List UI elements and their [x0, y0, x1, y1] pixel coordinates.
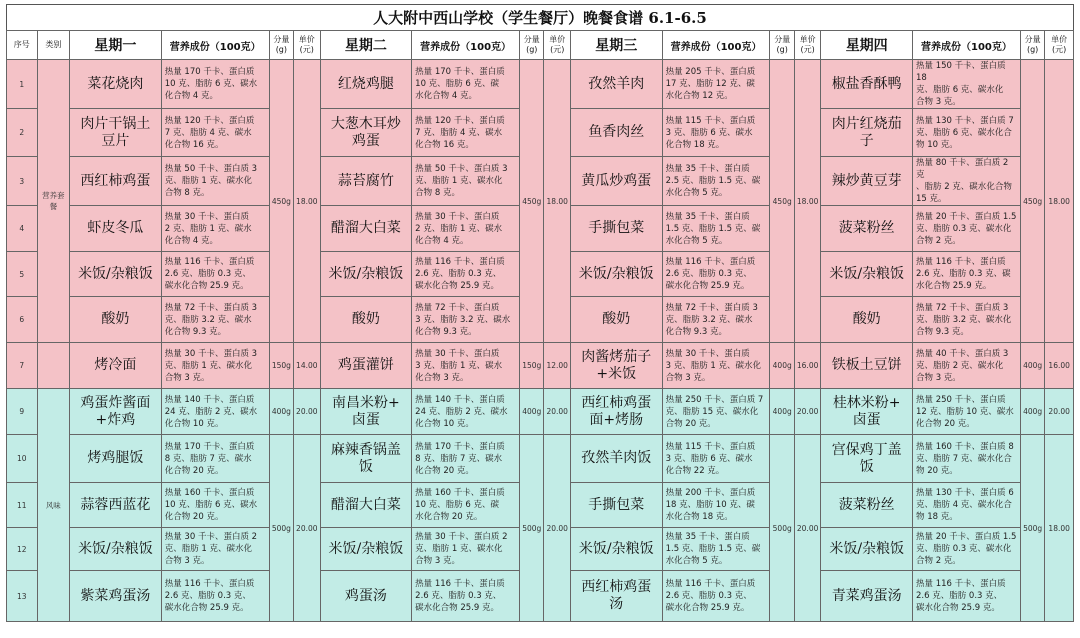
- header-row: [7, 31, 1074, 60]
- portion-weight: 150g: [520, 343, 544, 389]
- header-nutrition: 营养成份（100克）: [662, 31, 770, 60]
- unit-price: 16.00: [1045, 343, 1074, 389]
- header-price: 单价 (元): [294, 31, 320, 60]
- header-nutrition: 营养成份（100克）: [161, 31, 269, 60]
- menu-table: [6, 30, 1074, 622]
- nutrition-info: 热量 160 千卡、蛋白质 10 克、脂肪 6 克、碳 水化合物 20 克。: [412, 483, 520, 528]
- dish-name: 青菜鸡蛋汤: [821, 571, 913, 622]
- dish-name: 南昌米粉+ 卤蛋: [320, 389, 412, 435]
- row-seq: 13: [7, 571, 38, 622]
- portion-weight: 450g: [770, 60, 794, 343]
- nutrition-info: 热量 20 千卡、蛋白质 1.5 克、脂肪 0.3 克、碳水化 合物 2 克。: [913, 528, 1021, 571]
- menu-row: [7, 389, 1074, 435]
- unit-price: 18.00: [794, 60, 820, 343]
- nutrition-info: 热量 40 千卡、蛋白质 3 克、脂肪 2 克、碳水化 合物 3 克。: [913, 343, 1021, 389]
- dish-name: 麻辣香锅盖 饭: [320, 435, 412, 483]
- portion-weight: 150g: [269, 343, 293, 389]
- nutrition-info: 热量 72 千卡、蛋白质 3 克、脂肪 3.2 克、碳水 化合物 9.3 克。: [662, 297, 770, 343]
- nutrition-info: 热量 30 千卡、蛋白质 2 克、脂肪 1 克、碳水化 合物 3 克。: [161, 528, 269, 571]
- unit-price: 20.00: [544, 435, 570, 622]
- nutrition-info: 热量 35 千卡、蛋白质 1.5 克、脂肪 1.5 克、碳 水化合物 5 克。: [662, 206, 770, 252]
- menu-row: [7, 60, 1074, 109]
- unit-price: 20.00: [1045, 389, 1074, 435]
- nutrition-info: 热量 30 千卡、蛋白质 2 克、脂肪 1 克、碳水化 合物 3 克。: [412, 528, 520, 571]
- nutrition-info: 热量 140 千卡、蛋白质 24 克、脂肪 2 克、碳水 化合物 10 克。: [412, 389, 520, 435]
- portion-weight: 450g: [1020, 60, 1044, 343]
- unit-price: 16.00: [794, 343, 820, 389]
- unit-price: 20.00: [294, 435, 320, 622]
- header-category: 类别: [37, 31, 70, 60]
- dish-name: 鱼香肉丝: [570, 109, 662, 157]
- row-seq: 3: [7, 157, 38, 206]
- category-set-meal: 营养套餐: [37, 60, 70, 343]
- header-price: 单价 (元): [794, 31, 820, 60]
- menu-row: [7, 435, 1074, 483]
- dish-name: 孜然羊肉: [570, 60, 662, 109]
- portion-weight: 500g: [770, 435, 794, 622]
- portion-weight: 400g: [520, 389, 544, 435]
- nutrition-info: 热量 50 千卡、蛋白质 3 克、脂肪 1 克、碳水化 合物 8 克。: [161, 157, 269, 206]
- nutrition-info: 热量 72 千卡、蛋白质 3 克、脂肪 3.2 克、碳水 化合物 9.3 克。: [412, 297, 520, 343]
- dish-name: 米饭/杂粮饭: [320, 528, 412, 571]
- dish-name: 孜然羊肉饭: [570, 435, 662, 483]
- dish-name: 鸡蛋炸酱面 +炸鸡: [70, 389, 162, 435]
- nutrition-info: 热量 20 千卡、蛋白质 1.5 克、脂肪 0.3 克、碳水化 合物 2 克。: [913, 206, 1021, 252]
- dish-name: 米饭/杂粮饭: [320, 252, 412, 297]
- dish-name: 烤鸡腿饭: [70, 435, 162, 483]
- header-seq: 序号: [7, 31, 38, 60]
- dish-name: 菠菜粉丝: [821, 483, 913, 528]
- header-price: 单价 (元): [1045, 31, 1074, 60]
- menu-body: [7, 60, 1074, 622]
- row-seq: 6: [7, 297, 38, 343]
- nutrition-info: 热量 116 千卡、蛋白质 2.6 克、脂肪 0.3 克、 碳水化合物 25.9 克。: [412, 252, 520, 297]
- header-price: 单价 (元): [544, 31, 570, 60]
- dish-name: 米饭/杂粮饭: [821, 528, 913, 571]
- nutrition-info: 热量 115 千卡、蛋白质 3 克、脂肪 6 克、碳水 化合物 22 克。: [662, 435, 770, 483]
- unit-price: 20.00: [794, 435, 820, 622]
- dish-name: 蒜苔腐竹: [320, 157, 412, 206]
- nutrition-info: 热量 115 千卡、蛋白质 3 克、脂肪 6 克、碳水 化合物 18 克。: [662, 109, 770, 157]
- dish-name: 米饭/杂粮饭: [70, 252, 162, 297]
- nutrition-info: 热量 170 千卡、蛋白质 8 克、脂肪 7 克、碳水 化合物 20 克。: [161, 435, 269, 483]
- row-seq: 1: [7, 60, 38, 109]
- portion-weight: 500g: [269, 435, 293, 622]
- portion-weight: 400g: [269, 389, 293, 435]
- row-seq: 9: [7, 389, 38, 435]
- nutrition-info: 热量 50 千卡、蛋白质 3 克、脂肪 1 克、碳水化 合物 8 克。: [412, 157, 520, 206]
- dish-name: 西红柿鸡蛋 汤: [570, 571, 662, 622]
- nutrition-info: 热量 116 千卡、蛋白质 2.6 克、脂肪 0.3 克、 碳水化合物 25.9 克。: [662, 252, 770, 297]
- dish-name: 铁板土豆饼: [821, 343, 913, 389]
- nutrition-info: 热量 30 千卡、蛋白质 3 克、脂肪 1 克、碳水化 合物 3 克。: [161, 343, 269, 389]
- nutrition-info: 热量 205 千卡、蛋白质 17 克、脂肪 12 克、碳 水化合物 12 克。: [662, 60, 770, 109]
- row-seq: 12: [7, 528, 38, 571]
- unit-price: 14.00: [294, 343, 320, 389]
- row-seq: 2: [7, 109, 38, 157]
- dish-name: 肉酱烤茄子 +米饭: [570, 343, 662, 389]
- header-weight: 分量 (g): [770, 31, 794, 60]
- nutrition-info: 热量 130 千卡、蛋白质 7 克、脂肪 6 克、碳水化合 物 10 克。: [913, 109, 1021, 157]
- dish-name: 米饭/杂粮饭: [821, 252, 913, 297]
- nutrition-info: 热量 30 千卡、蛋白质 2 克、脂肪 1 克、碳水 化合物 4 克。: [412, 206, 520, 252]
- dish-name: 椒盐香酥鸭: [821, 60, 913, 109]
- dish-name: 西红柿鸡蛋: [70, 157, 162, 206]
- nutrition-info: 热量 160 千卡、蛋白质 10 克、脂肪 6 克、碳水 化合物 20 克。: [161, 483, 269, 528]
- nutrition-info: 热量 80 千卡、蛋白质 2 克 、脂肪 2 克、碳水化合物 15 克。: [913, 157, 1021, 206]
- dish-name: 黄瓜炒鸡蛋: [570, 157, 662, 206]
- dish-name: 手撕包菜: [570, 483, 662, 528]
- nutrition-info: 热量 120 千卡、蛋白质 7 克、脂肪 4 克、碳水 化合物 16 克。: [161, 109, 269, 157]
- unit-price: 20.00: [544, 389, 570, 435]
- nutrition-info: 热量 35 千卡、蛋白质 2.5 克、脂肪 1.5 克、碳 水化合物 5 克。: [662, 157, 770, 206]
- nutrition-info: 热量 250 千卡、蛋白质 7 克、脂肪 15 克、碳水化 合物 20 克。: [662, 389, 770, 435]
- row-seq: 5: [7, 252, 38, 297]
- dish-name: 肉片干锅土 豆片: [70, 109, 162, 157]
- header-nutrition: 营养成份（100克）: [913, 31, 1021, 60]
- nutrition-info: 热量 150 千卡、蛋白质 18 克、脂肪 6 克、碳水化 合物 3 克。: [913, 60, 1021, 109]
- portion-weight: 400g: [770, 343, 794, 389]
- dish-name: 菠菜粉丝: [821, 206, 913, 252]
- portion-weight: 450g: [520, 60, 544, 343]
- dish-name: 酸奶: [821, 297, 913, 343]
- unit-price: 12.00: [544, 343, 570, 389]
- nutrition-info: 热量 35 千卡、蛋白质 1.5 克、脂肪 1.5 克、碳 水化合物 5 克。: [662, 528, 770, 571]
- dish-name: 酸奶: [70, 297, 162, 343]
- menu-sheet: [6, 4, 1074, 634]
- dish-name: 鸡蛋汤: [320, 571, 412, 622]
- dish-name: 虾皮冬瓜: [70, 206, 162, 252]
- dish-name: 烤冷面: [70, 343, 162, 389]
- portion-weight: 500g: [520, 435, 544, 622]
- dish-name: 肉片红烧茄 子: [821, 109, 913, 157]
- portion-weight: 400g: [1020, 389, 1044, 435]
- dish-name: 酸奶: [320, 297, 412, 343]
- unit-price: 18.00: [294, 60, 320, 343]
- nutrition-info: 热量 116 千卡、蛋白质 2.6 克、脂肪 0.3 克、 碳水化合物 25.9 克。: [913, 571, 1021, 622]
- header-day: 星期一: [70, 31, 162, 60]
- nutrition-info: 热量 170 千卡、蛋白质 8 克、脂肪 7 克、碳水 化合物 20 克。: [412, 435, 520, 483]
- nutrition-info: 热量 140 千卡、蛋白质 24 克、脂肪 2 克、碳水 化合物 10 克。: [161, 389, 269, 435]
- nutrition-info: 热量 160 千卡、蛋白质 8 克、脂肪 7 克、碳水化合 物 20 克。: [913, 435, 1021, 483]
- header-day: 星期三: [570, 31, 662, 60]
- header-day: 星期二: [320, 31, 412, 60]
- dish-name: 米饭/杂粮饭: [570, 528, 662, 571]
- nutrition-info: 热量 116 千卡、蛋白质 2.6 克、脂肪 0.3 克、碳 水化合物 25.9 克。: [913, 252, 1021, 297]
- dish-name: 鸡蛋灌饼: [320, 343, 412, 389]
- dish-name: 紫菜鸡蛋汤: [70, 571, 162, 622]
- portion-weight: 450g: [269, 60, 293, 343]
- unit-price: 20.00: [294, 389, 320, 435]
- dish-name: 宫保鸡丁盖 饭: [821, 435, 913, 483]
- row-seq: 11: [7, 483, 38, 528]
- dish-name: 蒜蓉西蓝花: [70, 483, 162, 528]
- dish-name: 西红柿鸡蛋 面+烤肠: [570, 389, 662, 435]
- header-weight: 分量 (g): [1020, 31, 1044, 60]
- category-flavor: 风味: [37, 389, 70, 622]
- nutrition-info: 热量 250 千卡、蛋白质 12 克、脂肪 10 克、碳水 化合物 20 克。: [913, 389, 1021, 435]
- nutrition-info: 热量 116 千卡、蛋白质 2.6 克、脂肪 0.3 克、 碳水化合物 25.9 克。: [412, 571, 520, 622]
- nutrition-info: 热量 120 千卡、蛋白质 7 克、脂肪 4 克、碳水 化合物 16 克。: [412, 109, 520, 157]
- nutrition-info: 热量 30 千卡、蛋白质 2 克、脂肪 1 克、碳水 化合物 4 克。: [161, 206, 269, 252]
- header-weight: 分量 (g): [269, 31, 293, 60]
- dish-name: 手撕包菜: [570, 206, 662, 252]
- portion-weight: 400g: [1020, 343, 1044, 389]
- nutrition-info: 热量 30 千卡、蛋白质 3 克、脂肪 1 克、碳水 化合物 3 克。: [412, 343, 520, 389]
- dish-name: 辣炒黄豆芽: [821, 157, 913, 206]
- nutrition-info: 热量 72 千卡、蛋白质 3 克、脂肪 3.2 克、碳水化 合物 9.3 克。: [913, 297, 1021, 343]
- category-blank: [37, 343, 70, 389]
- menu-row: [7, 343, 1074, 389]
- dish-name: 大葱木耳炒 鸡蛋: [320, 109, 412, 157]
- page-title: 人大附中西山学校（学生餐厅）晚餐食谱 6.1-6.5: [6, 4, 1074, 30]
- nutrition-info: 热量 116 千卡、蛋白质 2.6 克、脂肪 0.3 克、 碳水化合物 25.9 克。: [161, 252, 269, 297]
- dish-name: 酸奶: [570, 297, 662, 343]
- nutrition-info: 热量 170 千卡、蛋白质 10 克、脂肪 6 克、碳 水化合物 4 克。: [412, 60, 520, 109]
- unit-price: 18.00: [1045, 435, 1074, 622]
- dish-name: 米饭/杂粮饭: [70, 528, 162, 571]
- unit-price: 18.00: [544, 60, 570, 343]
- nutrition-info: 热量 116 千卡、蛋白质 2.6 克、脂肪 0.3 克、 碳水化合物 25.9 克。: [161, 571, 269, 622]
- dish-name: 米饭/杂粮饭: [570, 252, 662, 297]
- dish-name: 醋溜大白菜: [320, 483, 412, 528]
- header-weight: 分量 (g): [520, 31, 544, 60]
- dish-name: 红烧鸡腿: [320, 60, 412, 109]
- row-seq: 4: [7, 206, 38, 252]
- portion-weight: 400g: [770, 389, 794, 435]
- dish-name: 菜花烧肉: [70, 60, 162, 109]
- nutrition-info: 热量 170 千卡、蛋白质 10 克、脂肪 6 克、碳水 化合物 4 克。: [161, 60, 269, 109]
- nutrition-info: 热量 116 千卡、蛋白质 2.6 克、脂肪 0.3 克、 碳水化合物 25.9 克。: [662, 571, 770, 622]
- nutrition-info: 热量 130 千卡、蛋白质 6 克、脂肪 4 克、碳水化合 物 18 克。: [913, 483, 1021, 528]
- row-seq: 10: [7, 435, 38, 483]
- nutrition-info: 热量 200 千卡、蛋白质 18 克、脂肪 10 克、碳 水化合物 18 克。: [662, 483, 770, 528]
- dish-name: 桂林米粉+ 卤蛋: [821, 389, 913, 435]
- portion-weight: 500g: [1020, 435, 1044, 622]
- nutrition-info: 热量 30 千卡、蛋白质 3 克、脂肪 1 克、碳水化 合物 3 克。: [662, 343, 770, 389]
- header-day: 星期四: [821, 31, 913, 60]
- row-seq: 7: [7, 343, 38, 389]
- dish-name: 醋溜大白菜: [320, 206, 412, 252]
- unit-price: 20.00: [794, 389, 820, 435]
- unit-price: 18.00: [1045, 60, 1074, 343]
- header-nutrition: 营养成份（100克）: [412, 31, 520, 60]
- nutrition-info: 热量 72 千卡、蛋白质 3 克、脂肪 3.2 克、碳水 化合物 9.3 克。: [161, 297, 269, 343]
